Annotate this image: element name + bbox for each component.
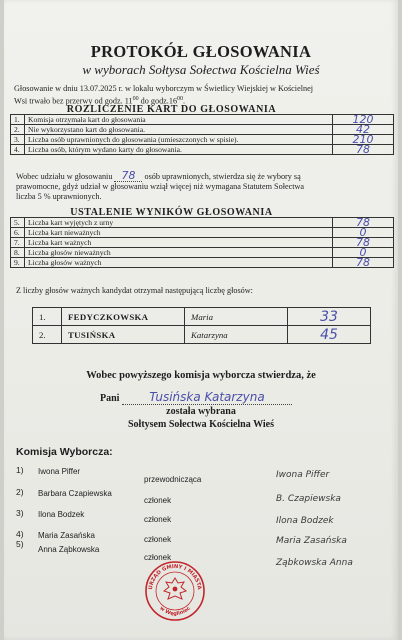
candidate-surname: FEDYCZKOWSKA — [62, 308, 185, 326]
table-row — [11, 238, 394, 248]
row-label: Liczba kart ważnych — [25, 238, 333, 248]
row-label: Liczba głosów ważnych — [25, 258, 333, 268]
member-role: członek — [144, 496, 172, 505]
candidate-votes: 45 — [288, 326, 371, 344]
intro-sup-start: 00 — [132, 96, 139, 102]
member-signature: Ilona Bodzek — [276, 516, 334, 526]
handwritten-value: 0 — [333, 228, 394, 238]
member-number: 5) — [16, 539, 24, 549]
protocol-sheet — [4, 0, 398, 640]
candidates-intro: Z liczby głosów ważnych kandydat otrzymał następującą liczbę głosów: — [16, 286, 253, 295]
row-number: 7. — [11, 238, 25, 248]
turnout-line-2: prawomocne, gdyż udział w głosowaniu wziął więcej niż wymagana Statutem Sołectwa — [16, 182, 305, 191]
candidate-number: 2. — [33, 326, 62, 344]
candidate-firstname: Maria — [185, 308, 288, 326]
intro-period: . — [183, 96, 186, 106]
table-row — [33, 308, 371, 326]
member-role: członek — [144, 553, 172, 562]
candidate-surname: TUSIŃSKA — [62, 326, 185, 344]
row-label: Liczba kart nieważnych — [25, 228, 333, 238]
turnout-line-3: liczba 5 % uprawnionych. — [16, 192, 102, 201]
member-name: Ilona Bodzek — [38, 510, 85, 519]
handwritten-value: 0 — [333, 248, 394, 258]
stamp-text-top: URZĄD GMINY I MIASTA — [147, 563, 203, 591]
handwritten-value: 120 — [333, 115, 394, 125]
elected-name-handwritten: Tusińska Katarzyna — [122, 390, 292, 405]
turnout-text-b: osób uprawnionych, stwierdza się że wybory są — [144, 172, 301, 181]
row-label: Nie wykorzystano kart do głosowania. — [25, 125, 333, 135]
row-label: Liczba osób uprawnionych do głosowania (umieszczonych w spisie). — [25, 135, 333, 145]
results-heading-text: USTALENIE WYNIKÓW GŁOSOWANIA — [70, 207, 273, 218]
table-row — [11, 258, 394, 268]
intro-line-1: Głosowanie w dniu 13.07.2025 r. w lokalu wyborczym w Świetlicy Wiejskiej w Kościelnej — [14, 84, 313, 93]
table-row — [33, 326, 371, 344]
member-number: 1) — [16, 465, 24, 475]
member-number: 4) — [16, 529, 24, 539]
member-number: 3) — [16, 508, 24, 518]
ballot-accounting-heading-text: ROZLICZENIE KART DO GŁOSOWANIA — [66, 104, 277, 115]
statement-line-1: Wobec powyższego komisja wyborcza stwierdza, że — [86, 370, 316, 381]
table-row — [11, 125, 394, 135]
table-row — [11, 145, 394, 155]
table-row — [11, 135, 394, 145]
row-label: Liczba głosów nieważnych — [25, 248, 333, 258]
member-role: członek — [144, 515, 172, 524]
svg-text:URZĄD GMINY I MIASTA — [148, 564, 202, 590]
handwritten-value: 42 — [333, 125, 394, 135]
member-role: przewodnicząca — [144, 475, 202, 484]
commission-heading: Komisja Wyborcza: — [16, 446, 113, 458]
candidate-votes: 33 — [288, 308, 371, 326]
member-signature: B. Czapiewska — [276, 494, 341, 504]
statement-pani — [100, 390, 292, 405]
row-number: 9. — [11, 258, 25, 268]
turnout-handwritten-value: 78 — [114, 171, 142, 182]
turnout-paragraph — [16, 171, 304, 202]
row-number: 6. — [11, 228, 25, 238]
turnout-text-a: Wobec udziału w głosowaniu — [16, 172, 113, 181]
member-number: 2) — [16, 487, 24, 497]
row-label: Komisja otrzymała kart do głosowania — [25, 115, 333, 125]
document-subtitle: w wyborach Sołtysa Sołectwa Kościelna Wieś — [82, 62, 320, 77]
row-number: 5. — [11, 218, 25, 228]
row-number: 4. — [11, 145, 25, 155]
results-table — [10, 208, 394, 268]
statement-pani-label: Pani — [100, 393, 120, 404]
member-role: członek — [144, 535, 172, 544]
row-number: 8. — [11, 248, 25, 258]
member-name: Maria Zasańska — [38, 531, 95, 540]
row-number: 2. — [11, 125, 25, 135]
intro-hours-start: Wsi trwało bez przerwy od godz. 11 — [14, 96, 133, 106]
results-heading — [11, 208, 333, 218]
candidate-number: 1. — [33, 308, 62, 326]
row-number: 3. — [11, 135, 25, 145]
member-signature: Iwona Piffer — [276, 470, 330, 480]
handwritten-value: 78 — [333, 238, 394, 248]
stamp-text-bottom: w Węgliniec — [158, 605, 192, 618]
row-number: 1. — [11, 115, 25, 125]
handwritten-value: 78 — [333, 258, 394, 268]
handwritten-value: 78 — [333, 218, 394, 228]
row-label: Liczba osób, którym wydano karty do głosowania. — [25, 145, 333, 155]
row-label: Liczba kart wyjętych z urny — [25, 218, 333, 228]
ballot-accounting-table — [10, 105, 394, 155]
member-signature: Ząbkowska Anna — [276, 558, 353, 568]
table-row — [11, 228, 394, 238]
official-stamp-icon — [144, 560, 206, 622]
table-row — [11, 218, 394, 228]
turnout-line-1 — [16, 171, 304, 182]
member-name: Barbara Czapiewska — [38, 489, 112, 498]
intro-hours-end: do godz.16 — [138, 96, 178, 106]
member-name: Anna Ząbkowska — [38, 545, 100, 554]
handwritten-value: 78 — [333, 145, 394, 155]
table-row — [11, 248, 394, 258]
handwritten-value: 210 — [333, 135, 394, 145]
svg-text:w Węgliniec — [158, 605, 191, 617]
candidates-table — [32, 307, 371, 344]
ballot-accounting-heading — [11, 105, 333, 115]
intro-sup-end: 00 — [177, 96, 184, 102]
statement-line-3: została wybrana — [166, 406, 236, 417]
statement-line-4: Sołtysem Sołectwa Kościelna Wieś — [127, 419, 274, 430]
member-signature: Maria Zasańska — [276, 536, 347, 546]
table-row — [11, 115, 394, 125]
member-name: Iwona Piffer — [38, 467, 81, 476]
document-title: PROTOKÓŁ GŁOSOWANIA — [90, 42, 312, 61]
candidate-firstname: Katarzyna — [185, 326, 288, 344]
